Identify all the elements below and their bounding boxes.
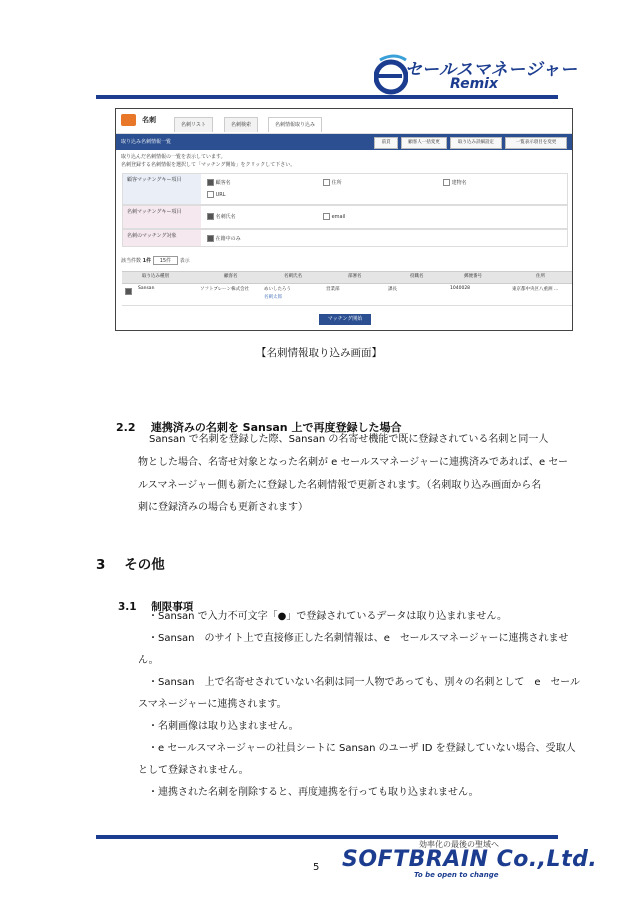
cell-title: 課長 [388,287,397,292]
import-settings-button[interactable]: 取り込み詳細設定 [450,137,502,149]
start-matching-button[interactable]: マッチング開始 [319,314,371,325]
checkbox[interactable] [323,213,330,220]
softbrain-logo: SOFTBRAIN Co.,Ltd. [342,847,598,872]
col-dept: 部署名 [348,274,362,279]
prev-button[interactable]: 前頁 [374,137,398,149]
option-email[interactable]: email [323,213,345,220]
footer-tagline: 効率化の最後の聖域へ [419,840,499,849]
cell-company: ソフトブレーン株式会社 [200,287,250,292]
per-page-select[interactable]: 15件 [153,256,178,265]
section-2-2-line: 刺に登録済みの場合も更新されます） [138,502,308,513]
cell-zip: 1040028 [450,286,471,291]
embedded-screenshot [115,108,573,331]
restriction-line: ・名刺画像は取り込まれません。 [148,721,299,732]
tab-card-import[interactable]: 名刺情報取り込み [268,117,322,132]
restriction-line: として登録されません。 [138,765,249,776]
page-number: 5 [313,862,320,873]
table-row[interactable] [122,283,572,306]
section-2-2-line: ルスマネージャー側も新たに登録した名刺情報で更新されます。（名刺取り込み画面から名 [138,480,542,491]
cell-name-kana: めいしたろう [264,287,291,292]
section-3-heading: 3 その他 [96,557,165,573]
app-title: 名刺 [142,116,156,124]
option-card-name[interactable]: 名刺氏名 [207,213,236,220]
restriction-line: スマネージャーに連携されます。 [138,699,287,710]
cell-address: 東京都中央区八重洲 ... [512,287,559,292]
checkbox[interactable] [207,213,214,220]
group-label: 顧客マッチングキー項目 [123,174,201,204]
card-icon [121,114,136,126]
row-checkbox[interactable] [125,288,132,295]
section-2-2-line: 物とした場合、名寄せ対象となった名刺が e セールスマネージャーに連携済みであれば、e セー [138,457,568,468]
matching-target-group [122,229,568,247]
restriction-line: ・Sansan のサイト上で直接修正した名刺情報は、e セールスマネージャーに連携されませ [148,633,569,644]
checkbox[interactable] [207,235,214,242]
cell-name-link[interactable]: 名刺太郎 [264,295,282,300]
bar-title: 取り込み名刺情報一覧 [121,139,172,145]
col-company: 顧客名 [224,274,238,279]
instruction-2: 名刺登録する名刺情報を選択して「マッチング開始」をクリックして下さい。 [121,162,296,168]
e-logo-icon [374,52,408,96]
cell-type: Sansan [138,286,155,291]
restriction-line: ん。 [138,655,159,666]
header-rule [96,95,558,99]
col-address: 住所 [536,274,545,279]
header-logo-sub: Remix [450,76,498,92]
checkbox[interactable] [443,179,450,186]
option-customer-name[interactable]: 顧客名 [207,179,231,186]
title-bar [116,134,572,150]
figure-caption: 【名刺情報取り込み画面】 [256,347,382,359]
restriction-line: ・Sansan で入力不可文字「●」で登録されているデータは取り込まれません。 [148,611,507,622]
restriction-line: ・Sansan 上で名寄せされていない名刺は同一人物であっても、別々の名刺として e セール [148,677,580,688]
checkbox[interactable] [207,179,214,186]
group-label: 名刺のマッチング対象 [123,230,201,246]
group-label: 名刺マッチングキー項目 [123,206,201,228]
col-zip: 郵便番号 [464,274,482,279]
tab-card-list[interactable]: 名刺リスト [174,117,213,132]
section-2-2-line: Sansan で名刺を登録した際、Sansan の名寄せ機能で既に登録されている名刺と同一人 [149,434,549,445]
option-active-only[interactable]: 在籍中のみ [207,235,241,242]
option-building[interactable]: 建物名 [443,179,467,186]
col-type: 取り込み種別 [142,274,169,279]
change-columns-button[interactable]: 一覧表示項目を変更 [505,137,567,149]
section-2-2-heading: 2.2 連携済みの名刺を Sansan 上で再度登録した場合 [116,421,402,434]
bulk-change-button[interactable]: 顧客人一括変更 [401,137,447,149]
restriction-line: ・e セールスマネージャーの社員シートに Sansan のユーザ ID を登録していない場合、受取人 [148,743,576,754]
header-logo-text: セールスマネージャー [405,60,578,80]
col-title: 役職名 [410,274,424,279]
section-3-1-heading: 3.1 制限事項 [118,601,194,613]
option-address[interactable]: 住所 [323,179,342,186]
instruction-1: 取り込んだ名刺情報の一覧を表示しています。 [121,154,226,160]
customer-matching-group [122,173,568,205]
col-name: 名刺氏名 [284,274,302,279]
checkbox[interactable] [323,179,330,186]
footer-slogan: To be open to change [414,871,499,879]
checkbox[interactable] [207,191,214,198]
option-url[interactable]: URL [207,191,226,198]
restriction-line: ・連携された名刺を削除すると、再度連携を行っても取り込まれません。 [148,787,479,798]
result-count: 該当件数 1件 15件 表示 [121,258,190,264]
cell-dept: 営業部 [326,287,340,292]
tab-card-search[interactable]: 名刺検索 [224,117,258,132]
card-matching-group [122,205,568,229]
